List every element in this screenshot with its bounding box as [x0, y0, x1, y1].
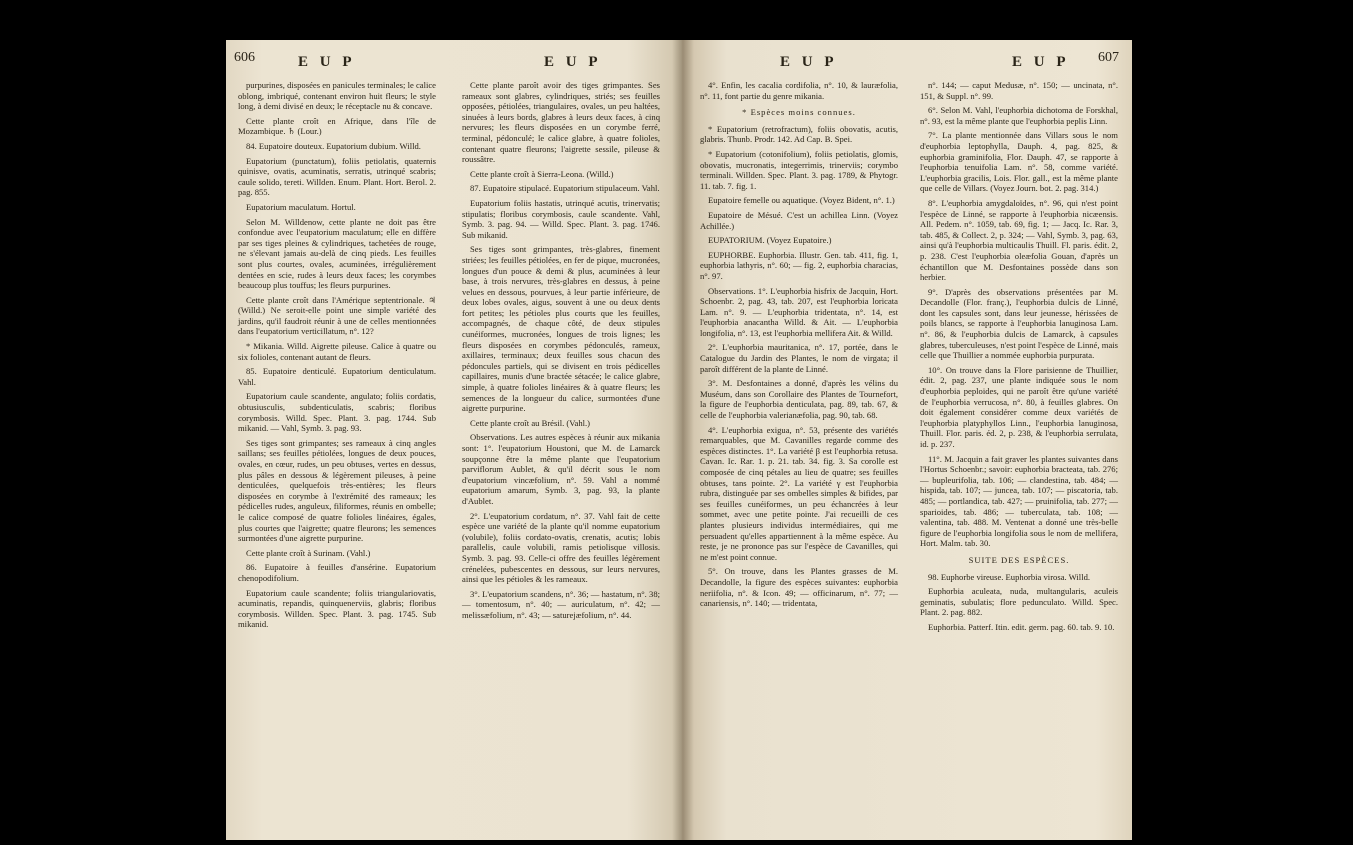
left-page — [226, 40, 682, 840]
paragraph: Cette plante croît à Surinam. (Vahl.) — [246, 547, 371, 558]
paragraph: n°. 144; — caput Medusæ, n°. 150; — uncinata, n°. 151, & Suppl. n°. 99. — [920, 80, 1118, 101]
paragraph: Ses tiges sont grimpantes, très-glabres, finement striées; les feuilles pétiolées, en fer de pique, mucronées, longues d'un pouce & demi & plus, acuminées à leur base, à trois nervures, très-glabres en dessus, à peine velues en dessous, pourvues, à leur partie inférieure, de deux lobes ovales, aigus, souvent à une ou deux dents fort petites; les pétioles plus courts que les feuilles, accompagnés, de chaque côté, de deux stipules cunéiformes, mucronées, longues de trois lignes; les fleurs disposées en corymbes pédonculés, rameux, axillaires, terminaux; deux feuilles sous chacun des pédoncules partiels, qui se divisent en trois pédicelles capillaires, munis d'une bractée sétacée; le calice glabre, simple, à quatre folioles linéaires & à quatre fleurs; les semences de la longueur du calice, surmontées d'une aigrette purpurine. — [462, 244, 660, 414]
running-head: E U P — [298, 54, 356, 70]
paragraph: Selon M. Willdenow, cette plante ne doit pas être confondue avec l'eupatorium maculatum; elle en diffère par ses tiges pleines & cylindriques, tachetées de rouge, ne s'élevant jamais au-delà de cinq pieds. Les feuilles sont plus courtes, ovales, acuminées, irrégulièrement dentées en scie, rudes à leurs deux faces; les corymbes beaucoup plus touffus; les fleurs purpurines. — [238, 216, 436, 291]
paragraph: Cette plante croît dans l'Amérique septentrionale. ♃ (Willd.) Ne seroit-elle point une simple variété des jardins, qu'il faudroit réunir à une de celles mentionnées dans l'eupatorium verticillatum, n°. 12? — [238, 294, 436, 337]
paragraph: 7°. La plante mentionnée dans Villars sous le nom d'euphorbia leptophylla, Dauph. 4, pag. 825, & euphorbia graminifolia, Flor. Dauph. 47, se rapporte à l'euphorbia tenuifolia Lam. n°. 58, comme variété. L'euphorbia gracilis, Lois. Flor. gall., est la même plante que celle de Villars. (Voyez Journ. bot. 2. pag. 314.) — [920, 130, 1118, 194]
paragraph: SUITE DES ESPÈCES. — [968, 554, 1070, 565]
paragraph: Ses tiges sont grimpantes; ses rameaux à cinq angles saillans; ses feuilles pétiolées, longues de deux pouces, ovales, en cœur, rudes, un peu obtuses, vertes en dessus, plus pâles en dessous & légèrement pileuses, à peine denticulées, quelquefois très-entières; les fleurs disposées en corymbe à l'extrémité des rameaux; les pédicelles rudes, anguleux, filiformes, réunis en ombelle; le calice composé de quatre folioles linéaires, égales, plus courtes que l'aigrette; quatre fleurons; les semences surmontées d'une aigrette purpurine. — [238, 437, 436, 544]
book-spread — [226, 40, 1132, 840]
paragraph: Cette plante croît à Sierra-Leona. (Willd.) — [470, 168, 614, 179]
paragraph: 84. Eupatoire douteux. Eupatorium dubium. Willd. — [246, 140, 421, 151]
paragraph: Cette plante croît au Brésil. (Vahl.) — [470, 417, 591, 428]
running-head: E U P — [780, 54, 838, 70]
paragraph: 5°. On trouve, dans les Plantes grasses de M. Decandolle, la figure des espèces suivantes: euphorbia neriifolia, n°. & Icon. 49; — officinarum, n°. 77; — canariensis, n°. 140; — tridentata, — [700, 566, 898, 609]
page-number-right: 607 — [1098, 50, 1119, 65]
paragraph: * Eupatorium (retrofractum), foliis obovatis, acutis, glabris. Thunb. Prodr. 142. Ad Cap. B. Spei. — [700, 123, 898, 145]
page-number-left: 606 — [234, 50, 255, 65]
right-page — [682, 40, 1132, 840]
paragraph: Eupatorium (punctatum), foliis petiolatis, quaternis quinisve, ovatis, acuminatis, serratis, utrinqué scabris; caule solido, tereti. Willden. Enum. Plant. Hort. Berol. 2. pag. 855. — [238, 155, 436, 198]
text-column — [700, 80, 898, 613]
paragraph: Observations. 1°. L'euphorbia hisfrix de Jacquin, Hort. Schoenbr. 2, pag. 43, tab. 207, est l'euphorbia loricata Lam. n°. 9. — L'euphorbia tridentata, n°. 14, est l'euphorbia anacantha Willd. & Ait. — L'euphorbia longifolia, n°. 13, est l'euphorbia mellifera Ait. & Willd. — [700, 285, 898, 338]
text-column — [238, 80, 436, 634]
paragraph: EUPATORIUM. (Voyez Eupatoire.) — [708, 235, 832, 246]
running-head: E U P — [544, 54, 602, 70]
paragraph: Eupatorium caule scandente, angulato; foliis cordatis, obtusiusculis, subdenticulatis, scabris; floribus corymbosis. Willd. Spec. Plant. 3. pag. 1744. Sub mikanid. — Vahl, Symb. 3. pag. 93. — [238, 391, 436, 434]
text-column — [920, 80, 1118, 637]
paragraph: 4°. L'euphorbia exigua, n°. 53, présente des variétés remarquables, que M. Cavanilles regarde comme des espèces distinctes. 1°. La variété β est l'euphorbia retusa. Cavan. Ic. Rar. 1. p. 21. tab. 34. fig. 3. Sa corolle est composée de cinq pétales au lieu de quatre; ses feuilles obtuses, tans pointe. 2°. La variété γ est l'euphorbia rubra, distinguée par ses ombelles simples & bifides, par ses feuilles cunéiformes, un peu échancrées à leur sommet, avec une petite pointe. J'ai recueilli de ces plantes plusieurs individus intermédiaires, qui me persuadent qu'elles appartiennent à la même espèce. Au reste, je ne prononce pas sur l'espèce de Cavanilles, qui ne m'est point connue. — [700, 424, 898, 562]
paragraph: 10°. On trouve dans la Flore parisienne de Thuillier, édit. 2, pag. 237, une plante indiquée sous le nom d'euphorbia peploides, qui ne paroît être qu'une variété de l'euphorbia verrucosa, n°. 80, à feuilles glabres. On doit également considérer comme deux variétés de l'euphorbia platyphyllos Linn., l'euphorbia lanuginosa, Thuill. Flor. paris. éd. 2, p. 238, & l'euphorbia serrulata, id. p. 237. — [920, 364, 1118, 449]
paragraph: 2°. L'euphorbia mauritanica, n°. 17, portée, dans le Catalogue du Jardin des Plantes, le nom de virgata; il paroît différent de la plante de Linné. — [700, 342, 898, 374]
paragraph: * Eupatorium (cotonifolium), foliis petiolatis, glomis, obovatis, mucronatis, integerrimis, trinerviis; corymbo terminali. Willden. Spec. Plant. 3. pag. 1789, & Phytogr. 11. tab. 7. fig. 1. — [700, 148, 898, 191]
paragraph: 2°. L'eupatorium cordatum, n°. 37. Vahl fait de cette espèce une variété de la plante qu'il nomme eupatorium (volubile), foliis cordato-ovatis, crenatis, acutis; lobis parallelis, caule volubili, ramis petiolisque villosis. Symb. 3. pag. 93. Celle-ci offre des feuilles légèrement crénelées, pubescentes en dessous, sur leurs nervures, ainsi que les pétioles & les rameaux. — [462, 510, 660, 585]
paragraph: * Espèces moins connues. — [742, 107, 856, 118]
paragraph: 3°. L'eupatorium scandens, n°. 36; — hastatum, n°. 38; — tomentosum, n°. 40; — auriculatum, n°. 42; — melissæfolium, n°. 43; — saturejæfolium, n°. 44. — [462, 588, 660, 620]
paragraph: * Mikania. Willd. Aigrette pileuse. Calice à quatre ou six folioles, contenant autant de fleurs. — [238, 341, 436, 362]
paragraph: Eupatoire de Mésué. C'est un achillea Linn. (Voyez Achillée.) — [700, 209, 898, 231]
paragraph: 11°. M. Jacquin a fait graver les plantes suivantes dans l'Hortus Schoenbr.; savoir: euphorbia bracteata, tab. 276; — bupleurifolia, tab. 106; — clandestina, tab. 484; — hispida, tab. 107; — juncea, tab. 107; — piscatoria, tab. 485; — portlandica, tab. 427; — pruinifolia, tab. 277; — sparioides, tab. 486; — tuberculata, tab. 108; — valentina, tab. 488. M. Ventenat a donné une très-belle figure de l'euphorbia longifolia sous le nom de mellifera, Hort. Malm. tab. 30. — [920, 453, 1118, 549]
paragraph: 85. Eupatoire denticulé. Eupatorium denticulatum. Vahl. — [238, 366, 436, 387]
paragraph: 6°. Selon M. Vahl, l'euphorbia dichotoma de Forskhal, n°. 93, est la même plante que l'euphorbia peplis Linn. — [920, 105, 1118, 126]
paragraph: purpurines, disposées en panicules terminales; le calice oblong, imbriqué, contenant environ huit fleurs; le style long, à demi divisé en deux; le réceptacle nu & concave. — [238, 80, 436, 112]
book-gutter — [672, 40, 694, 840]
paragraph: Eupatorium foliis hastatis, utrinqué acutis, trinervatis; stipulatis; floribus corymbosis, caule scandente. Vahl, Symb. 3. pag. 94. — Willd. Spec. Plant. 3. pag. 1746. Sub mikanid. — [462, 197, 660, 240]
paragraph: Eupatorium maculatum. Hortul. — [246, 201, 356, 212]
paragraph: Euphorbia aculeata, nuda, multangularis, aculeis geminatis, subulatis; flore pedunculato. Willd. Spec. Plant. 2. pag. 882. — [920, 586, 1118, 618]
paragraph: Cette plante croît en Afrique, dans l'île de Mozambique. ♄ (Lour.) — [238, 115, 436, 137]
running-head: E U P — [1012, 54, 1070, 70]
paragraph: 86. Eupatoire à feuilles d'ansérine. Eupatorium chenopodifolium. — [238, 562, 436, 583]
paragraph: 9°. D'après des observations présentées par M. Decandolle (Flor. franç.), l'euphorbia dulcis de Linné, dont les capsules sont, dans leur jeunesse, hérissées de poils blancs, se rapporte à l'euphorbia lanuginosa Lam. n°. 86, & l'euphorbia dulcis de Lamarck, à capsules glabres, tuberculeuses, n'est point l'espèce de Linné, mais celle que Thuillier a nommée euphorbia purpurata. — [920, 286, 1118, 361]
paragraph: Eupatoire femelle ou aquatique. (Voyez Bident, n°. 1.) — [708, 195, 895, 206]
paragraph: Eupatorium caule scandente; foliis triangulariovatis, acuminatis, repandis, quinquenerviis, glabris; floribus corymbosis. Willden. Spec. Plant. 3. pag. 1745. Sub mikanid. — [238, 587, 436, 630]
paragraph: Cette plante paroît avoir des tiges grimpantes. Ses rameaux sont glabres, cylindriques, striés; ses feuilles opposées, pétiolées, triangulaires, ovales, un peu haltées, sinuées à leurs bords, glabres à leurs deux faces, à cinq nervures; les fleurs disposées en un corymbe ferré, terminal, pédonculé; le calice glabre, à quatre folioles, contenant quatre fleurons; l'aigrette sessile, pileuse & roussâtre. — [462, 80, 660, 165]
paragraph: 3°. M. Desfontaines a donné, d'après les vélins du Muséum, dans son Corollaire des Plantes de Tournefort, la figure de l'euphorbia denticulata, pag. 89, tab. 67, & celle de l'euphorbia valerianæfolia, pag. 90, tab. 68. — [700, 378, 898, 421]
paragraph: 8°. L'euphorbia amygdaloïdes, n°. 96, qui n'est point l'espèce de Linné, se rapporte à l'euphorbia nicæensis. All. Pedem. n°. 1059, tab. 69, fig. 1; — Jacq. Ic. Rar. 3, tab. 485, & Collect. 2, p. 324; — Vahl, Symb. 3, pag. 63, ainsi qu'à l'euphorbia multicaulis Thuill. Fl. paris. édit. 2, p. 238. C'est l'euphorbia oleæfolia Gouan, d'après un échantillon que M. Desfontaines possède dans son herbier. — [920, 197, 1118, 283]
paragraph: 98. Euphorbe vireuse. Euphorbia virosa. Willd. — [928, 571, 1091, 582]
paragraph: Euphorbia. Patterf. Itin. edit. germ. pag. 60. tab. 9. 10. — [928, 621, 1115, 632]
paragraph: 4°. Enfin, les cacalia cordifolia, n°. 10, & lauræfolia, n°. 11, font partie du genre mikania. — [700, 80, 898, 101]
text-column — [462, 80, 660, 625]
paragraph: 87. Eupatoire stipulacé. Eupatorium stipulaceum. Vahl. — [470, 183, 660, 194]
paragraph: Observations. Les autres espèces à réunir aux mikania sont: 1°. l'eupatorium Houstoni, que M. de Lamarck soupçonne être la même plante que l'eupatorium parviflorum Aublet, & qu'il décrit sous le nom d'eupatorium vincæfolium, n°. 59. Vahl a nommé eupatorium amarum, Symb. 3, pag. 93, la plante d'Aublet. — [462, 432, 660, 506]
paragraph: EUPHORBE. Euphorbia. Illustr. Gen. tab. 411, fig. 1, euphorbia lathyris, n°. 60; — fig. 2, euphorbia characias, n°. 97. — [700, 249, 898, 281]
